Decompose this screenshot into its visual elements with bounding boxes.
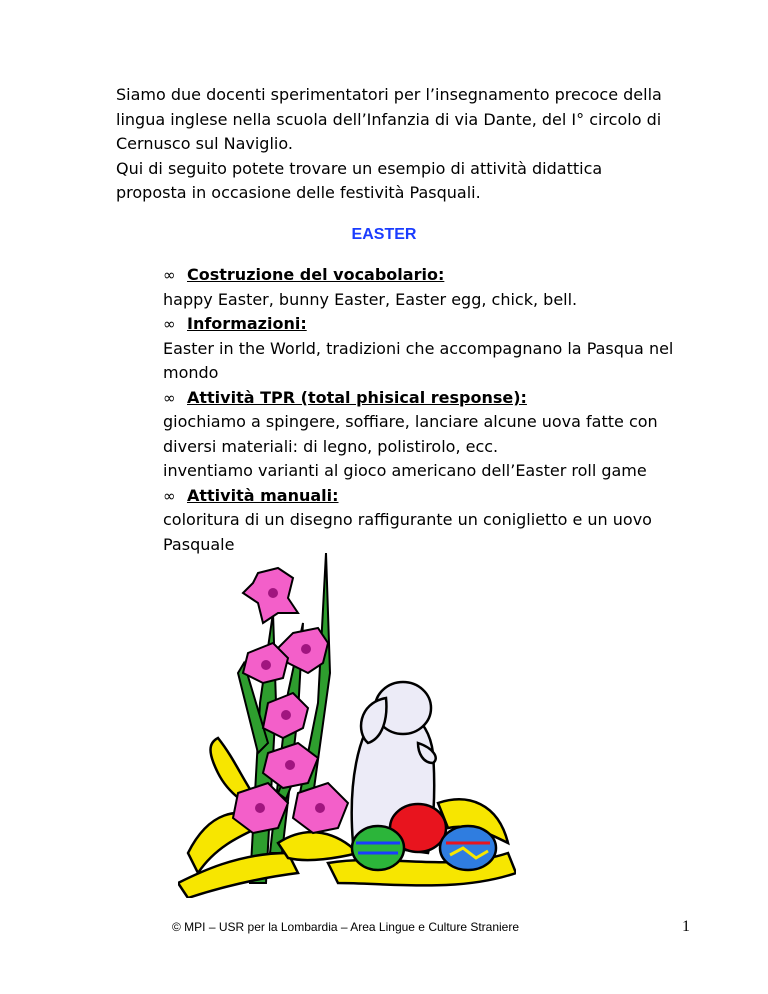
bullet-icon: ∞: [163, 486, 176, 505]
section-text: Pasquale: [163, 534, 235, 554]
section-text: mondo: [163, 363, 219, 382]
section-heading: Attività manuali:: [187, 485, 339, 505]
section-text: diversi materiali: di legno, polistirolo, ecc.: [163, 436, 499, 456]
bullet-icon: ∞: [163, 315, 176, 333]
list-item-heading: [163, 312, 723, 337]
list-item-heading: [163, 263, 723, 288]
intro-paragraph: [116, 83, 716, 206]
list-item-heading: [163, 386, 723, 411]
section-text: Easter in the World, tradizioni che accompagnano la Pasqua nel: [163, 338, 674, 358]
section-heading: Attività TPR (total phisical response):: [187, 387, 527, 407]
list-item-heading: [163, 484, 723, 509]
bullet-icon: ∞: [163, 388, 176, 407]
intro-line: Cernusco sul Naviglio.: [116, 134, 293, 153]
intro-line: Siamo due docenti sperimentatori per l’insegnamento precoce della: [116, 85, 662, 104]
page-number: 1: [682, 918, 690, 935]
section-heading: Costruzione del vocabolario:: [187, 265, 445, 284]
activity-list: [163, 263, 723, 557]
bullet-icon: ∞: [163, 266, 176, 284]
section-text: inventiamo varianti al gioco americano dell’Easter roll game: [163, 461, 647, 480]
section-text: happy Easter, bunny Easter, Easter egg, chick, bell.: [163, 289, 578, 309]
section-text: giochiamo a spingere, soffiare, lanciare alcune uova fatte con: [163, 412, 658, 431]
page-title: EASTER: [351, 226, 417, 243]
footer-text: © MPI – USR per la Lombardia – Area Lingue e Culture Straniere: [172, 920, 520, 934]
intro-line: lingua inglese nella scuola dell’Infanzia di via Dante, del I° circolo di: [116, 109, 662, 129]
section-text: coloritura di un disegno raffigurante un coniglietto e un uovo: [163, 510, 652, 529]
section-heading: Informazioni:: [187, 314, 307, 333]
intro-line: Qui di seguito potete trovare un esempio di attività didattica: [116, 158, 603, 178]
intro-line: proposta in occasione delle festività Pasquali.: [116, 183, 481, 202]
easter-illustration-icon: [178, 553, 516, 898]
